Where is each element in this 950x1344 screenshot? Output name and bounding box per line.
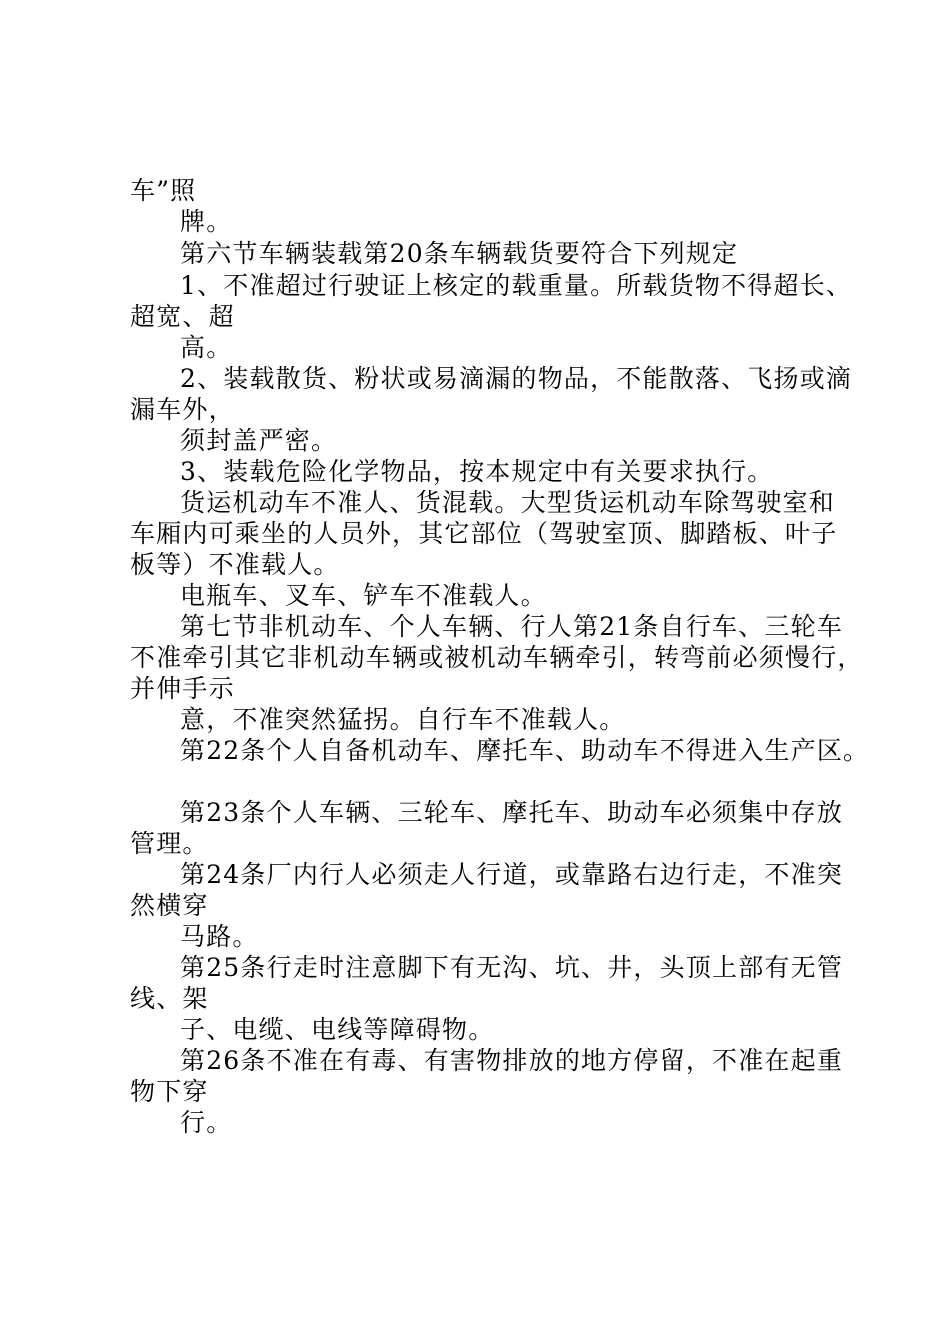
text-line: 板等）不准载人。 (130, 550, 340, 579)
text-line: 3、装载危险化学物品，按本规定中有关要求执行。 (180, 457, 774, 486)
text-line: 管理。 (130, 829, 209, 858)
text-line: 第26条不准在有毒、有害物排放的地方停留，不准在起重 (180, 1046, 844, 1075)
text-line: 马路。 (180, 922, 259, 951)
text-line: 须封盖严密。 (180, 426, 338, 455)
text-line: 物下穿 (130, 1077, 209, 1106)
text-line: 电瓶车、叉车、铲车不准载人。 (180, 581, 547, 610)
text-line: 牌。 (180, 207, 233, 236)
text-line: 意，不准突然猛拐。自行车不准载人。 (180, 705, 626, 734)
text-line: 高。 (180, 333, 233, 362)
text-line: 第23条个人车辆、三轮车、摩托车、助动车必须集中存放 (180, 798, 844, 827)
text-line: 货运机动车不准人、货混载。大型货运机动车除驾驶室和 (180, 488, 836, 517)
text-line: 超宽、超 (130, 302, 235, 331)
text-line: 第25条行走时注意脚下有无沟、坑、井，头顶上部有无管 (180, 953, 844, 982)
text-line: 漏车外， (130, 395, 235, 424)
text-line: 车厢内可乘坐的人员外，其它部位（驾驶室顶、脚踏板、叶子 (130, 519, 838, 548)
text-line: 1、不准超过行驶证上核定的载重量。所载货物不得超长、 (180, 271, 853, 300)
text-line: 线、架 (130, 984, 209, 1013)
text-line: 不准牵引其它非机动车辆或被机动车辆牵引，转弯前必须慢行， (130, 643, 864, 672)
text-line: 并伸手示 (130, 674, 235, 703)
text-line: 2、装载散货、粉状或易滴漏的物品，不能散落、飞扬或滴 (180, 364, 853, 393)
text-line: 第六节车辆装载第20条车辆载货要符合下列规定 (180, 239, 739, 268)
text-line: 第七节非机动车、个人车辆、行人第21条自行车、三轮车 (180, 612, 844, 641)
text-line: 子、电缆、电线等障碍物。 (180, 1015, 495, 1044)
text-line: 车”照 (130, 176, 197, 205)
text-line: 行。 (180, 1108, 233, 1137)
text-line: 第22条个人自备机动车、摩托车、助动车不得进入生产区。 (180, 736, 870, 765)
text-line: 然横穿 (130, 891, 209, 920)
text-line: 第24条厂内行人必须走人行道，或靠路右边行走，不准突 (180, 860, 844, 889)
